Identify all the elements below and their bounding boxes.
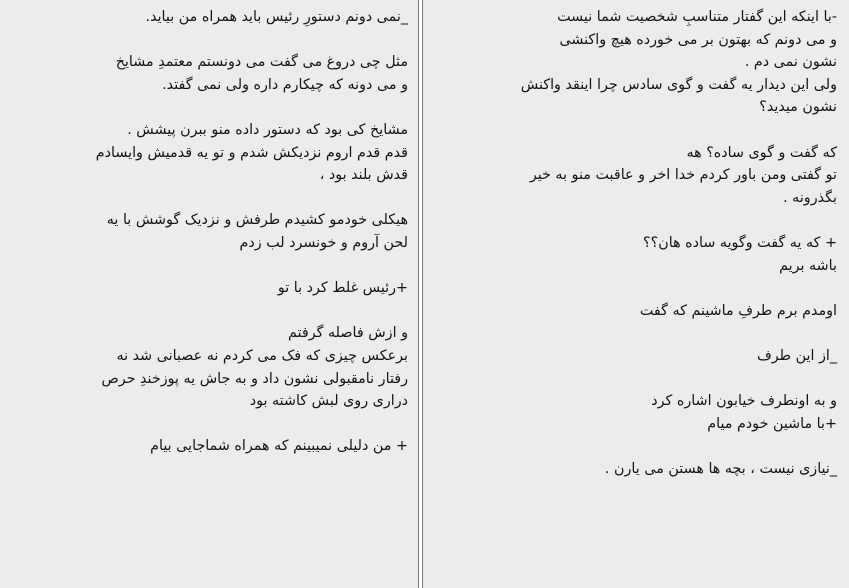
right-paragraph-1: -با اینکه این گفتار متناسبِ شخصیت شما نیست و می دونم که بهتون بر می خورده هیچ واکنشی نشون نمی دم . ولی این دیدار یه گفت و گوی سادس چرا اینقد واکنش نشون میدید؟ xyxy=(520,9,837,116)
left-paragraph-1: _نمی دونم دستورِ رئیس باید همراه من بیاید. xyxy=(145,9,408,25)
right-paragraph-2: که گفت و گوی ساده؟ هه تو گفتی ومن باور کردم خدا اخر و عاقبت منو به خیر بگذرونه . xyxy=(529,144,837,206)
right-page xyxy=(423,0,849,588)
left-paragraph-7: + من دلیلی نمیبینم که همراه شماجایی بیام xyxy=(150,438,408,455)
left-paragraph-3: مشایخ کی بود که دستور داده منو ببرن پیشش . قدم قدم اروم نزدیکش شدم و تو یه قدمیش وایسادم قدش بلند بود ، xyxy=(95,121,408,184)
left-paragraph-5: +رئیس غلط کرد با تو xyxy=(277,280,408,297)
left-page xyxy=(0,0,418,588)
left-paragraph-2: مثل چی دروغ می گفت می دونستم معتمدِ مشایخ و می دونه که چیکارم داره ولی نمی گفتد. xyxy=(115,54,408,93)
right-page-text xyxy=(431,6,837,503)
right-paragraph-4: اومدم برم طرفِ ماشینم که گفت xyxy=(639,302,837,319)
left-paragraph-6: و ازش فاصله گرفتم برعکس چیزی که فک می کردم نه عصبانی شد نه رفتار نامقبولی نشون داد و به جاش یه پوزخندِ حرص دراری روی لبش کاشته بود xyxy=(101,325,408,410)
right-paragraph-5: _از این طرف xyxy=(756,347,837,364)
left-paragraph-4: هیکلی خودمو کشیدم طرفش و نزدیک گوشش با یه لحن آروم و خونسرد لب زدم xyxy=(106,212,408,251)
right-paragraph-3: + که یه گفت وگویه ساده هان؟؟ باشه بریم xyxy=(643,234,837,274)
right-paragraph-7: _نیازی نیست ، بچه ها هستن می یارن . xyxy=(604,460,837,477)
left-page-text xyxy=(6,6,408,480)
right-paragraph-6: و به اونطرف خیابون اشاره کرد +با ماشین خودم میام xyxy=(651,393,837,432)
